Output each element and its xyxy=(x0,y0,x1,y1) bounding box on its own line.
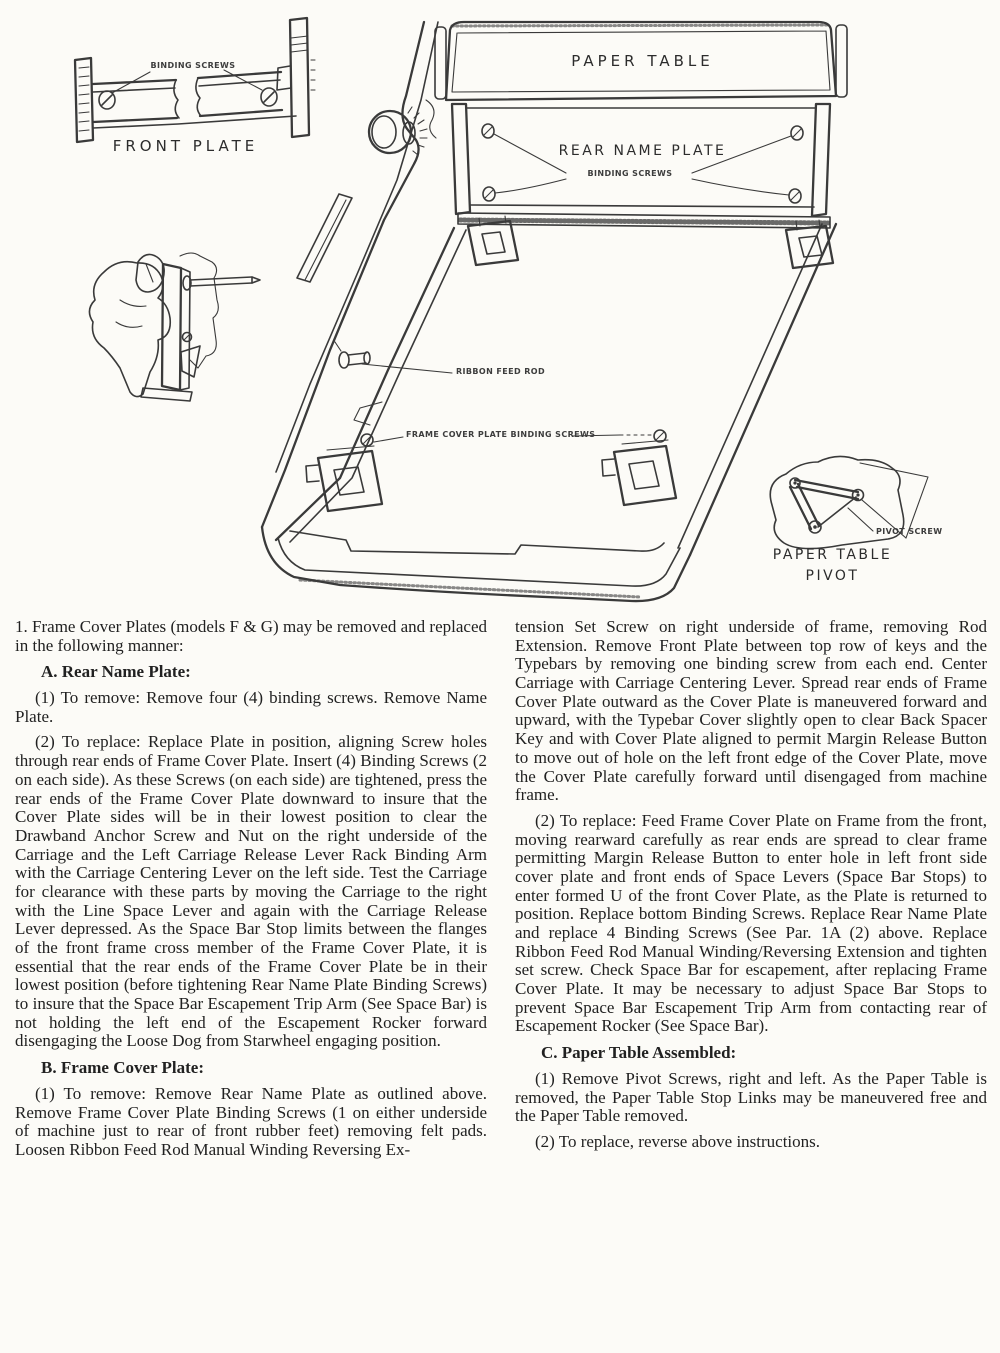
paragraph: (1) To remove: Remove Rear Name Plate as outlined above. Remove Frame Cover Plate Binding Screws (1 on either underside of machine just to rear of front rubber feet) removing felt pads. Loosen Ribbon Feed Rod Manual Winding Reversing Ex- xyxy=(15,1083,487,1159)
intro-paragraph: 1. Frame Cover Plates (models F & G) may be removed and replaced in the following manner: xyxy=(15,617,487,655)
ribbon-feed-rod-label: RIBBON FEED ROD xyxy=(456,367,546,376)
paper-table-label: PAPER TABLE xyxy=(571,52,714,70)
pivot-screw-label: PIVOT SCREW xyxy=(876,527,943,536)
paragraph: (2) To replace, reverse above instructions. xyxy=(535,1131,821,1151)
frame-cover-plate-binding-screws-label: FRAME COVER PLATE BINDING SCREWS xyxy=(406,430,596,439)
figure-area xyxy=(0,0,1000,614)
paragraph: (2) To replace: Replace Plate in position, aligning Screw holes through rear ends of Frame Cover Plate. Insert (4) Binding Screws (2 on each side). As these Screws (on each side) are tightened, press the rear ends of the Frame Cover Plate downward to insure that the Cover Plate sides will be in their lowest position to clear the Drawband Anchor Screw and Nut on the right underside of the Carriage and the Left Carriage Release Lever Rack Binding Arm with the Carriage Centering Lever on the left side. Test the Carriage for clearance with these parts by moving the Carriage to the right with the Line Space Lever and again with the Carriage Release Lever depressed. As the Space Bar Stop limits between the flanges of the front frame cross member of the Frame Cover Plate, it is essential that the rear ends of the Frame Cover Plate be in their lowest position (before tightening Rear Name Plate Binding Screws) to insure that the Space Bar Escapement Trip Arm (See Space Bar) is not holding the left end of the Escapement Rocker forward disengaging the Loose Dog from Starwheel engaging position. xyxy=(15,732,487,1051)
paragraph: (2) To replace: Feed Frame Cover Plate on Frame from the front, moving rearward carefully as rear ends are spread to clear frame permitting Margin Release Button to enter hole in left front side cover plate and front ends of Space Levers (Space Bar Stops) to enter formed U of the front Cover Plate, as the Plate is returned to position. Replace bottom Binding Screws. Replace Rear Name Plate and replace 4 Binding Screws (See Par. 1A (2) above. Replace Ribbon Feed Rod Manual Winding/Reversing Extension and tighten set screw. Check Space Bar for escapement, after replacing Frame Cover Plate. It may be necessary to adjust Space Bar Stops to prevent Space Bar Escapement Trip Arm from contacting rear of Escapement Rocker (See Space Bar). xyxy=(515,810,987,1036)
hand-pressing-plate-drawing xyxy=(89,253,260,401)
paragraph: (1) Remove Pivot Screws, right and left. As the Paper Table is removed, the Paper Table Stop Links may be maneuvered free and the Paper Table removed. xyxy=(515,1068,987,1126)
section-heading-c: C. Paper Table Assembled: xyxy=(541,1043,737,1063)
paper-table-pivot-caption-line2: PIVOT xyxy=(805,568,860,584)
article-body xyxy=(15,618,987,1160)
section-heading-b: B. Frame Cover Plate: xyxy=(41,1058,205,1078)
paragraph: (1) To remove: Remove four (4) binding screws. Remove Name Plate. xyxy=(15,688,487,726)
paper-table-pivot-caption-line1: PAPER TABLE xyxy=(772,547,893,563)
front-plate-caption: FRONT PLATE xyxy=(112,137,259,155)
section-heading-a: A. Rear Name Plate: xyxy=(41,662,191,682)
paragraph-continuation: tension Set Screw on right underside of frame, removing Rod Extension. Remove Front Plate between top row of keys and the Typebars by removing one binding screw from each end. Center Carriage with Carriage Centering Lever. Spread rear ends of Frame Cover Plate outward as the Cover Plate is maneuvered forward and upward, with the Typebar Cover slightly open to clear Back Spacer Key and with Cover Plate aligned to permit Margin Release Button to move out of hole on the left front edge of the Cover Plate, move the Cover Plate carefully forward until disengaged from machine frame. xyxy=(515,617,987,805)
rear-name-plate-label: REAR NAME PLATE xyxy=(558,143,727,159)
right-column xyxy=(515,618,987,1160)
rear-binding-screws-label: BINDING SCREWS xyxy=(587,169,673,178)
front-plate-binding-screws-label: BINDING SCREWS xyxy=(150,61,236,70)
left-column xyxy=(15,618,487,1160)
front-plate-drawing xyxy=(75,18,315,142)
line-art xyxy=(0,0,1000,614)
frame-cover-plate-drawing xyxy=(262,22,847,601)
